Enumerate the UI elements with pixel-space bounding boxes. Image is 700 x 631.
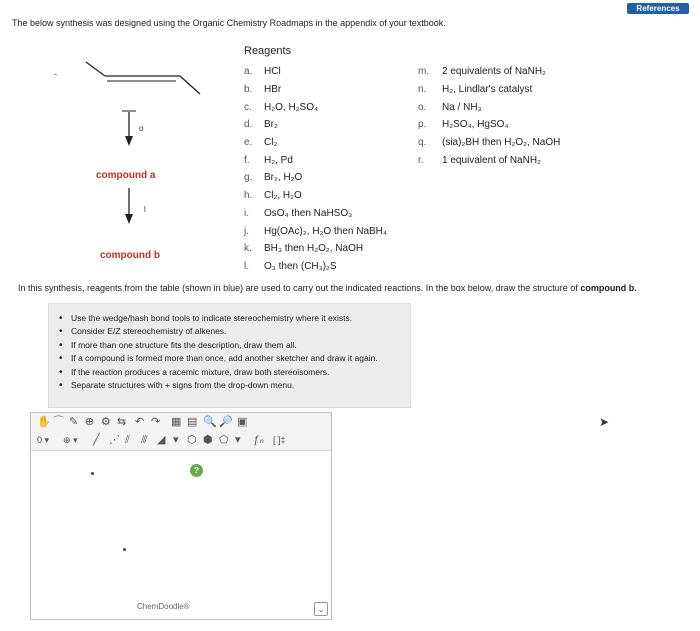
center-icon[interactable]: ⊕ [85,416,95,428]
bond-dropdown-icon[interactable]: ▾ [173,434,179,446]
redo-icon[interactable]: ↷ [151,416,161,428]
instruction-item: • If more than one structure fits the description, draw them all. [59,339,410,352]
bracket-icon[interactable]: [ ]‡ [273,435,286,445]
cyclopentane-icon[interactable]: ⬠ [219,434,229,446]
single-bond-icon[interactable]: ╱ [93,434,100,446]
reagent-c: c. H₂O, H₂SO₄ [244,101,319,113]
help-icon[interactable]: ? [190,464,203,477]
reagents-title: Reagents [244,45,292,57]
periodic-table-icon[interactable]: ▣ [237,416,248,428]
reagent-list-right [418,63,560,169]
eraser-icon[interactable]: ✎ [69,416,79,428]
reagent-p: p. H₂SO₄, HgSO₄ [418,119,509,131]
reagent-i: i. OsO₄ then NaHSO₃ [244,207,353,219]
zoom-out-icon[interactable]: 🔎 [219,416,233,428]
reagent-n: n. H₂, Lindlar's catalyst [418,84,533,96]
reagent-g: g. Br₂, H₂O [244,172,303,184]
flip-icon[interactable]: ⇆ [117,416,127,428]
reagent-l: l. O₃ then (CH₃)₂S [244,260,337,272]
arrow-1-reagent-label: o [139,124,144,133]
compound-b-label: compound b [100,250,160,261]
ring-dropdown-icon[interactable]: ▾ [235,434,241,446]
reagent-m: m. 2 equivalents of NaNH₂ [418,66,546,78]
reagent-list-left [244,63,387,275]
benzene-icon[interactable]: ⬡ [187,434,197,446]
intro-text: The below synthesis was designed using the Organic Chemistry Roadmaps in the appendix of your textbook. [12,18,446,28]
instructions-box [48,303,411,408]
starting-material-structure [0,40,240,265]
reagent-h: h. Cl₂, H₂O [244,190,302,202]
triple-bond-icon[interactable]: ⫻ [141,434,148,446]
cyclohexane-icon[interactable]: ⬢ [203,434,213,446]
hand-icon[interactable]: ✋ [37,416,51,428]
chemdoodle-sketcher[interactable] [30,412,332,620]
sketcher-toolbar [31,413,331,451]
sketcher-canvas[interactable] [31,452,331,619]
wedge-bond-icon[interactable]: ◢ [157,434,166,446]
reagent-o: o. Na / NH₃ [418,101,482,113]
reagent-e: e. Cl₂ [244,137,278,149]
compound-a-label: compound a [96,170,156,181]
reagent-r: r. 1 equivalent of NaNH₂ [418,154,541,166]
chain-icon[interactable]: ƒₙ [253,434,264,446]
question-emphasis: compound b. [580,283,637,293]
mouse-cursor-icon: ➤ [599,415,610,429]
arrow-2-reagent-label: l [144,205,146,214]
chemdoodle-logo: ChemDoodle® [137,602,190,611]
clean-icon[interactable]: ⚙ [101,416,111,428]
reagent-j: j. Hg(OAc)₂, H₂O then NaBH₄ [244,225,387,237]
zoom-in-icon[interactable]: 🔍 [203,416,217,428]
hash-bond-icon[interactable]: ⋰ [109,434,120,446]
question-text: In this synthesis, reagents from the table (shown in blue) are used to carry out the indicated reactions. In the box below, draw the structure of compound b. [18,283,637,293]
reagent-k: k. BH₃ then H₂O₂, NaOH [244,243,364,255]
references-button[interactable]: References [627,3,689,14]
lasso-icon[interactable]: ⌒ [53,416,64,428]
double-bond-icon[interactable]: ⫽ [125,434,130,446]
instruction-item: • If a compound is formed more than once, add another sketcher and draw it again. [59,352,410,365]
instruction-item: • Consider E/Z stereochemistry of alkenes. [59,325,410,338]
open-icon[interactable]: ▤ [187,416,198,428]
reagent-d: d. Br₂ [244,119,278,131]
reagent-b: b. HBr [244,84,282,96]
reagent-q: q. (sia)₂BH then H₂O₂, NaOH [418,137,561,149]
plus-dropdown[interactable]: ⊕ ▾ [63,435,78,445]
reagent-a: a. HCl [244,66,281,78]
templates-icon[interactable]: ▦ [171,416,182,428]
instruction-item: • Use the wedge/hash bond tools to indicate stereochemistry where it exists. [59,312,410,325]
charge-dropdown[interactable]: 0 ▾ [37,435,50,445]
reagent-f: f. H₂, Pd [244,154,293,166]
instruction-item: • If the reaction produces a racemic mixture, draw both stereoisomers. [59,366,410,379]
instruction-item: • Separate structures with + signs from the drop-down menu. [59,379,410,392]
undo-icon[interactable]: ↶ [135,416,145,428]
chevron-down-icon[interactable]: ⌄ [314,602,328,616]
canvas-dot [123,548,126,551]
canvas-dot [91,472,94,475]
